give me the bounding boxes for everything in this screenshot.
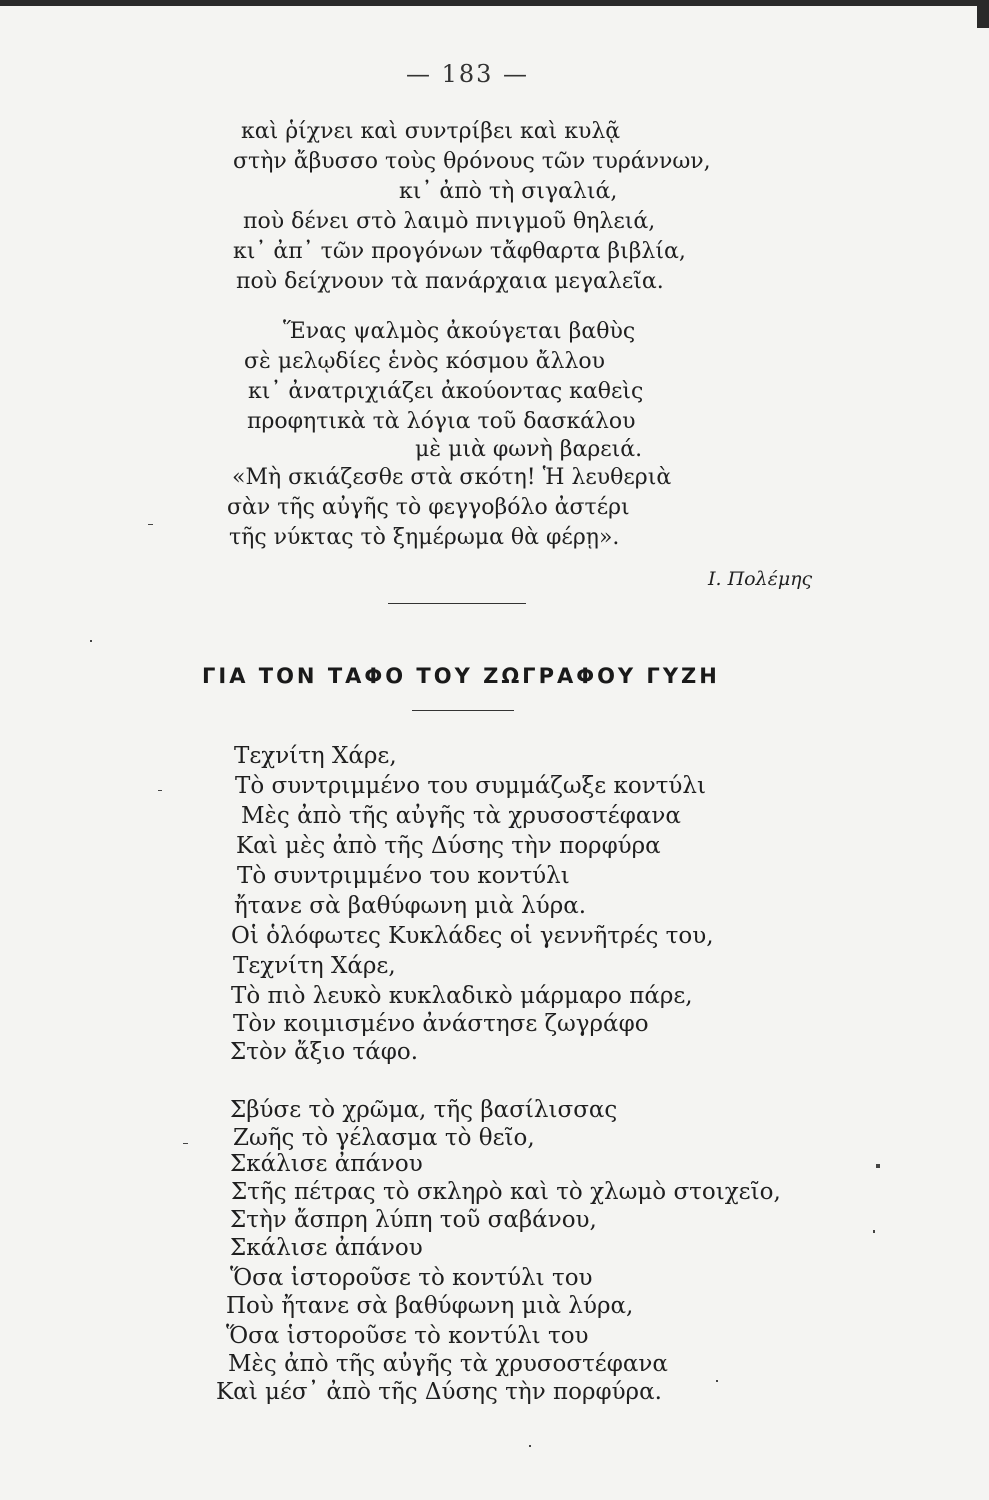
poem2-line-13: Ζωῆς τὸ γέλασμα τὸ θεῖο,	[233, 1125, 535, 1151]
scan-speck	[183, 1143, 188, 1144]
scan-speck	[529, 1445, 531, 1447]
poem1-line-11: μὲ μιὰ φωνὴ βαρειά.	[415, 437, 643, 462]
scan-speck	[716, 1380, 718, 1382]
poem1-line-2: στὴν ἄβυσσο τοὺς θρόνους τῶν τυράννων,	[233, 149, 711, 174]
poem2-line-17: Σκάλισε ἀπάνου	[230, 1235, 423, 1261]
section-divider	[388, 603, 526, 604]
poem2-line-15: Στῆς πέτρας τὸ σκληρὸ καὶ τὸ χλωμὸ στοιχεῖο,	[231, 1179, 781, 1205]
page-corner-edge	[977, 0, 989, 28]
poem2-line-6: ἤτανε σὰ βαθύφωνη μιὰ λύρα.	[234, 893, 587, 919]
poem2-line-16: Στὴν ἄσπρη λύπη τοῦ σαβάνου,	[230, 1207, 597, 1233]
poem1-line-1: καὶ ῥίχνει καὶ συντρίβει καὶ κυλᾷ	[241, 119, 621, 144]
poem2-line-9: Τὸ πιὸ λευκὸ κυκλαδικὸ μάρμαρο πάρε,	[231, 983, 693, 1009]
poem1-line-12: «Μὴ σκιάζεσθε στὰ σκότη! Ἡ λευθεριὰ	[232, 465, 672, 490]
poem1-line-3: κι᾽ ἀπὸ τὴ σιγαλιά,	[399, 179, 618, 204]
poem2-line-14: Σκάλισε ἀπάνου	[230, 1151, 423, 1177]
scan-speck	[148, 524, 153, 525]
poem2-line-7: Οἱ ὁλόφωτες Κυκλάδες οἱ γεννῆτρές του,	[231, 923, 714, 949]
poem2-line-4: Καὶ μὲς ἀπὸ τῆς Δύσης τὴν πορφύρα	[236, 833, 661, 859]
poem2-line-20: Ὅσα ἱστοροῦσε τὸ κοντύλι του	[226, 1323, 589, 1349]
poem2-line-2: Τὸ συντριμμένο του συμμάζωξε κοντύλι	[235, 773, 706, 799]
poem2-line-18: Ὅσα ἱστοροῦσε τὸ κοντύλι του	[230, 1265, 593, 1291]
author-signature: Ι. Πολέμης	[708, 568, 813, 590]
poem2-line-11: Στὸν ἄξιο τάφο.	[230, 1039, 419, 1065]
poem1-line-6: ποὺ δείχνουν τὰ πανάρχαια μεγαλεῖα.	[236, 269, 664, 294]
poem1-line-10: προφητικὰ τὰ λόγια τοῦ δασκάλου	[247, 409, 636, 434]
scan-speck	[90, 640, 92, 642]
title-underline	[412, 710, 514, 711]
poem2-line-5: Τὸ συντριμμένο του κοντύλι	[237, 863, 570, 889]
poem1-line-14: τῆς νύκτας τὸ ξημέρωμα θὰ φέρῃ».	[229, 525, 620, 550]
poem-title: ΓΙΑ ΤΟΝ ΤΑΦΟ ΤΟΥ ΖΩΓΡΑΦΟΥ ΓΥΖΗ	[202, 664, 720, 688]
scan-speck	[158, 790, 162, 791]
poem2-line-12: Σβύσε τὸ χρῶμα, τῆς βασίλισσας	[230, 1097, 618, 1123]
poem2-line-1: Τεχνίτη Χάρε,	[234, 743, 397, 769]
poem1-line-9: κι᾽ ἀνατριχιάζει ἀκούοντας καθεὶς	[248, 379, 644, 404]
scan-speck	[876, 1164, 880, 1168]
page-number: — 183 —	[405, 60, 530, 88]
poem2-line-19: Ποὺ ἤτανε σὰ βαθύφωνη μιὰ λύρα,	[226, 1293, 634, 1319]
poem2-line-22: Καὶ μέσ᾽ ἀπὸ τῆς Δύσης τὴν πορφύρα.	[216, 1379, 662, 1405]
poem2-line-8: Τεχνίτη Χάρε,	[233, 953, 396, 979]
poem1-line-13: σὰν τῆς αὐγῆς τὸ φεγγοβόλο ἀστέρι	[227, 495, 630, 520]
poem1-line-5: κι᾽ ἀπ᾽ τῶν προγόνων τἄφθαρτα βιβλία,	[233, 239, 686, 264]
poem1-line-4: ποὺ δένει στὸ λαιμὸ πνιγμοῦ θηλειά,	[243, 209, 656, 234]
page-top-edge	[0, 0, 989, 6]
poem2-line-10: Τὸν κοιμισμένο ἀνάστησε ζωγράφο	[233, 1011, 649, 1037]
poem1-line-8: σὲ μελῳδίες ἑνὸς κόσμου ἄλλου	[244, 349, 606, 374]
poem2-line-3: Μὲς ἀπὸ τῆς αὐγῆς τὰ χρυσοστέφανα	[241, 803, 681, 829]
poem2-line-21: Μὲς ἀπὸ τῆς αὐγῆς τὰ χρυσοστέφανα	[228, 1351, 668, 1377]
scan-speck	[873, 1230, 875, 1233]
poem1-line-7: Ἕνας ψαλμὸς ἀκούγεται βαθὺς	[283, 319, 636, 344]
